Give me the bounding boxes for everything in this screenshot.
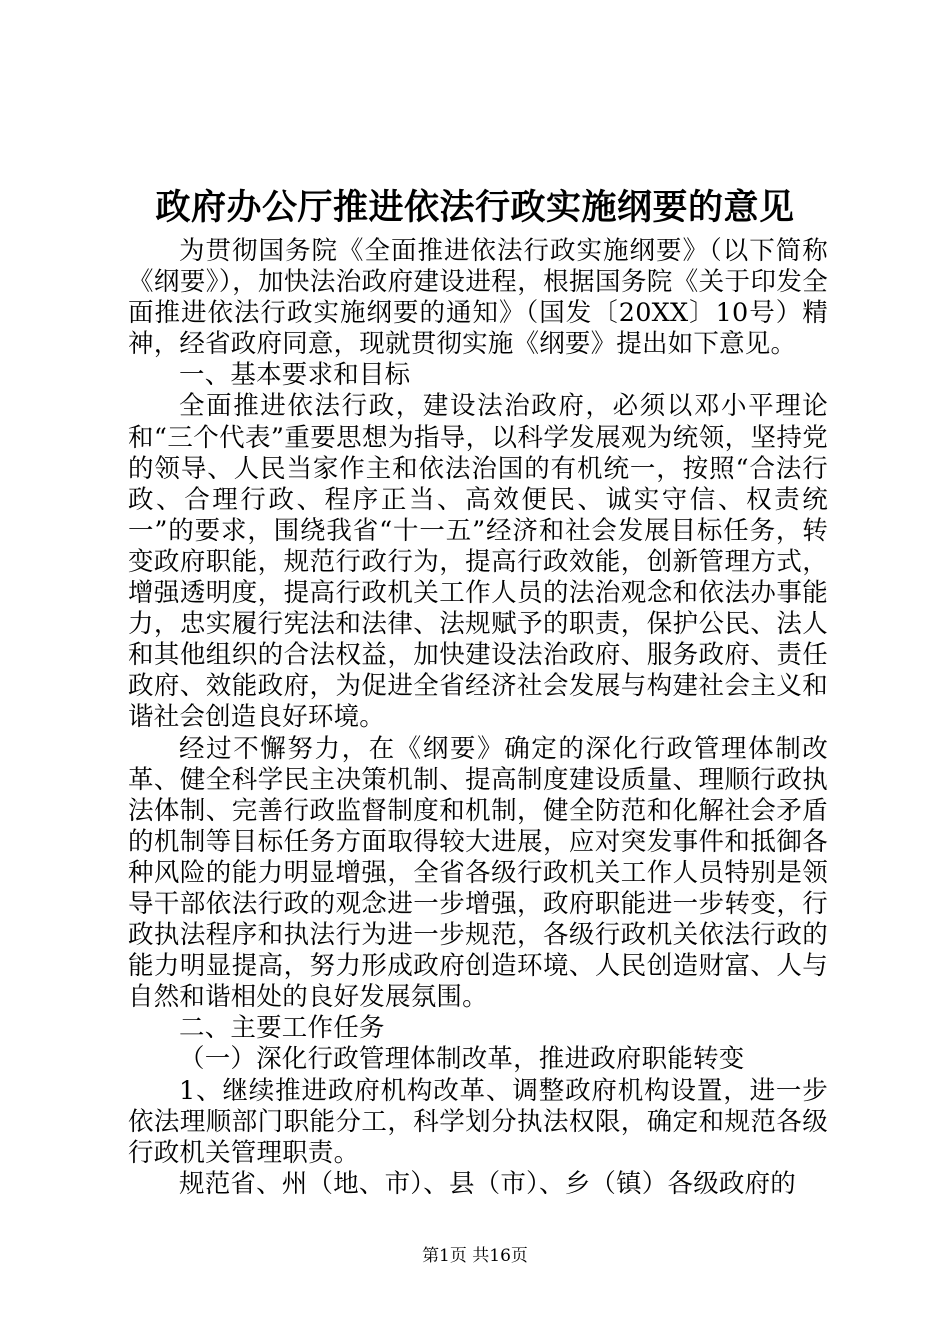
page-footer: 第1页 共16页 — [422, 1246, 528, 1266]
paragraph-goals: 经过不懈努力，在《纲要》确定的深化行政管理体制改革、健全科学民主决策机制、提高制度建设质量、理顺行政执法体制、完善行政监督制度和机制，健全防范和化解社会矛盾的机制等目标任务方面取得较大进展，应对突发事件和抵御各种风险的能力明显增强，全省各级行政机关工作人员特别是领导干部依法行政的观念进一步增强，政府职能进一步转变，行政执法程序和执法行为进一步规范，各级行政机关依法行政的能力明显提高，努力形成政府创造环境、人民创造财富、人与自然和谐相处的良好发展氛围。 — [128, 733, 828, 1013]
paragraph-requirements: 全面推进依法行政，建设法治政府，必须以邓小平理论和“三个代表”重要思想为指导，以科学发展观为统领，坚持党的领导、人民当家作主和依法治国的有机统一，按照“合法行政、合理行政、程序正当、高效便民、诚实守信、权责统一”的要求，围绕我省“十一五”经济和社会发展目标任务，转变政府职能，规范行政行为，提高行政效能，创新管理方式，增强透明度，提高行政机关工作人员的法治观念和依法办事能力，忠实履行宪法和法律、法规赋予的职责，保护公民、法人和其他组织的合法权益，加快建设法治政府、服务政府、责任政府、效能政府，为促进全省经济社会发展与构建社会主义和谐社会创造良好环境。 — [128, 391, 828, 733]
document-body — [128, 236, 828, 1200]
document-title: 政府办公厅推进依法行政实施纲要的意见 — [155, 187, 795, 228]
subsection-heading-1: （一）深化行政管理体制改革，推进政府职能转变 — [179, 1044, 745, 1075]
section-heading-2: 二、主要工作任务 — [179, 1013, 385, 1044]
paragraph-task-1: 1、继续推进政府机构改革、调整政府机构设置，进一步依法理顺部门职能分工，科学划分执法权限，确定和规范各级行政机关管理职责。 — [128, 1075, 828, 1168]
paragraph-intro: 为贯彻国务院《全面推进依法行政实施纲要》（以下简称《纲要》），加快法治政府建设进程，根据国务院《关于印发全面推进依法行政实施纲要的通知》（国发〔20XX〕10号）精神，经省政府同意，现就贯彻实施《纲要》提出如下意见。 — [128, 236, 828, 360]
paragraph-task-1-continued: 规范省、州（地、市）、县（市）、乡（镇）各级政府的 — [179, 1168, 797, 1199]
section-heading-1: 一、基本要求和目标 — [179, 360, 411, 391]
